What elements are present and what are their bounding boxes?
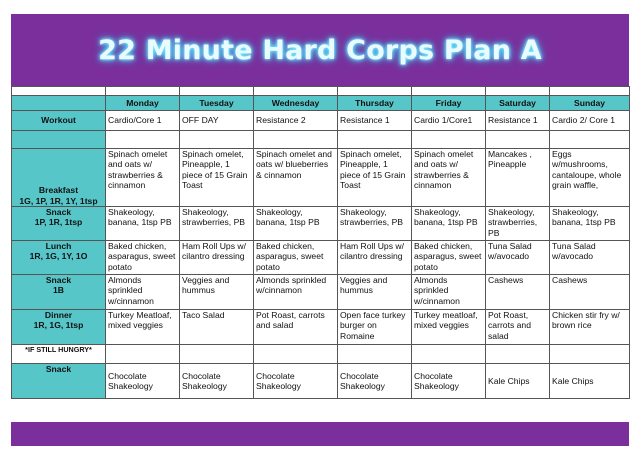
meal-cell-hungry-tuesday (180, 345, 254, 364)
row-label-portions: 1R, 1G, 1Y, 1O (29, 251, 88, 262)
meal-cell-breakfast-sunday: Eggs w/mushrooms, cantaloupe, whole grain waffle, (550, 149, 630, 207)
meal-cell-workout-wednesday: Resistance 2 (254, 111, 338, 131)
meal-cell-hungry-saturday (486, 345, 550, 364)
meal-cell-dinner-friday: Turkey meatloaf, mixed veggies (412, 310, 486, 345)
footer-band (11, 422, 629, 446)
meal-cell-workout-tuesday: OFF DAY (180, 111, 254, 131)
row-label-snack3 (12, 364, 106, 399)
meal-plan-table (11, 86, 630, 399)
meal-cell-dinner-saturday: Pot Roast, carrots and salad (486, 310, 550, 345)
row-label-text: Breakfast (38, 185, 79, 196)
row-label-lunch (12, 241, 106, 275)
meal-cell-blank-thursday (338, 131, 412, 149)
row-label-text: Dinner (44, 310, 73, 320)
meal-cell-dinner-tuesday: Taco Salad (180, 310, 254, 345)
meal-cell-snack1-tuesday: Shakeology, strawberries, PB (180, 207, 254, 241)
day-header-wednesday: Wednesday (254, 96, 338, 111)
spacer-cell (12, 87, 106, 96)
row-label-blank (12, 131, 106, 149)
meal-cell-workout-monday: Cardio/Core 1 (106, 111, 180, 131)
meal-cell-snack3-thursday: Chocolate Shakeology (338, 364, 412, 399)
row-label-text: *IF STILL HUNGRY* (25, 345, 92, 354)
meal-cell-hungry-thursday (338, 345, 412, 364)
row-label-snack1 (12, 207, 106, 241)
meal-cell-snack3-saturday: Kale Chips (486, 364, 550, 399)
row-label-portions: 1B (53, 285, 64, 296)
meal-cell-hungry-sunday (550, 345, 630, 364)
meal-cell-snack2-monday: Almonds sprinkled w/cinnamon (106, 275, 180, 310)
row-snack2 (12, 275, 630, 310)
meal-cell-blank-sunday (550, 131, 630, 149)
corner-header (12, 96, 106, 111)
meal-cell-blank-saturday (486, 131, 550, 149)
meal-cell-workout-sunday: Cardio 2/ Core 1 (550, 111, 630, 131)
spacer-row (12, 87, 630, 96)
meal-cell-breakfast-wednesday: Spinach omelet and oats w/ blueberries & cinnamon (254, 149, 338, 207)
meal-cell-breakfast-monday: Spinach omelet and oats w/ strawberries & cinnamon (106, 149, 180, 207)
spacer-cell (254, 87, 338, 96)
meal-cell-blank-wednesday (254, 131, 338, 149)
meal-cell-workout-saturday: Resistance 1 (486, 111, 550, 131)
row-label-text: Workout (41, 115, 76, 126)
meal-cell-workout-friday: Cardio 1/Core1 (412, 111, 486, 131)
meal-cell-snack2-thursday: Veggies and hummus (338, 275, 412, 310)
row-label-portions: 1G, 1P, 1R, 1Y, 1tsp (19, 195, 98, 206)
row-label-text: Snack (45, 275, 72, 285)
day-header-tuesday: Tuesday (180, 96, 254, 111)
meal-cell-lunch-wednesday: Baked chicken, asparagus, sweet potato (254, 241, 338, 275)
day-header-row (12, 96, 630, 111)
meal-cell-snack2-friday: Almonds sprinkled w/cinnamon (412, 275, 486, 310)
row-label-workout (12, 111, 106, 131)
day-header-sunday: Sunday (550, 96, 630, 111)
spacer-cell (180, 87, 254, 96)
meal-cell-snack1-friday: Shakeology, banana, 1tsp PB (412, 207, 486, 241)
title-banner (11, 14, 629, 86)
row-snack3 (12, 364, 630, 399)
meal-cell-snack3-monday: Chocolate Shakeology (106, 364, 180, 399)
day-header-friday: Friday (412, 96, 486, 111)
meal-cell-breakfast-saturday: Mancakes , Pineapple (486, 149, 550, 207)
meal-cell-snack2-wednesday: Almonds sprinkled w/cinnamon (254, 275, 338, 310)
meal-cell-snack2-saturday: Cashews (486, 275, 550, 310)
row-label-hungry (12, 345, 106, 364)
spacer-cell (412, 87, 486, 96)
meal-cell-dinner-thursday: Open face turkey burger on Romaine (338, 310, 412, 345)
row-label-text: Snack (45, 207, 72, 217)
day-header-monday: Monday (106, 96, 180, 111)
spacer-cell (106, 87, 180, 96)
meal-cell-lunch-sunday: Tuna Salad w/avocado (550, 241, 630, 275)
meal-cell-snack3-friday: Chocolate Shakeology (412, 364, 486, 399)
page-title: 22 Minute Hard Corps Plan A (98, 34, 542, 66)
row-label-text: Snack (45, 364, 72, 374)
meal-cell-blank-monday (106, 131, 180, 149)
row-label-portions: 1R, 1G, 1tsp (33, 320, 84, 331)
row-lunch (12, 241, 630, 275)
row-label-text: Lunch (45, 241, 72, 251)
meal-cell-snack2-tuesday: Veggies and hummus (180, 275, 254, 310)
meal-cell-blank-tuesday (180, 131, 254, 149)
spacer-cell (486, 87, 550, 96)
meal-cell-dinner-wednesday: Pot Roast, carrots and salad (254, 310, 338, 345)
meal-cell-lunch-tuesday: Ham Roll Ups w/ cilantro dressing (180, 241, 254, 275)
spacer-cell (338, 87, 412, 96)
meal-cell-lunch-thursday: Ham Roll Ups w/ cilantro dressing (338, 241, 412, 275)
meal-cell-snack1-monday: Shakeology, banana, 1tsp PB (106, 207, 180, 241)
row-snack1 (12, 207, 630, 241)
meal-cell-hungry-friday (412, 345, 486, 364)
row-label-breakfast (12, 149, 106, 207)
meal-cell-workout-thursday: Resistance 1 (338, 111, 412, 131)
meal-cell-snack3-tuesday: Chocolate Shakeology (180, 364, 254, 399)
meal-cell-snack1-wednesday: Shakeology, banana, 1tsp PB (254, 207, 338, 241)
meal-cell-lunch-friday: Baked chicken, asparagus, sweet potato (412, 241, 486, 275)
meal-cell-snack1-sunday: Shakeology, banana, 1tsp PB (550, 207, 630, 241)
day-header-thursday: Thursday (338, 96, 412, 111)
day-header-saturday: Saturday (486, 96, 550, 111)
meal-cell-snack3-sunday: Kale Chips (550, 364, 630, 399)
meal-cell-snack2-sunday: Cashews (550, 275, 630, 310)
meal-cell-snack1-thursday: Shakeology, strawberries, PB (338, 207, 412, 241)
row-label-portions: 1P, 1R, 1tsp (34, 217, 83, 228)
meal-cell-hungry-wednesday (254, 345, 338, 364)
meal-cell-snack1-saturday: Shakeology, strawberries, PB (486, 207, 550, 241)
meal-cell-dinner-monday: Turkey Meatloaf, mixed veggies (106, 310, 180, 345)
spacer-cell (550, 87, 630, 96)
row-workout (12, 111, 630, 131)
row-blank (12, 131, 630, 149)
meal-cell-lunch-monday: Baked chicken, asparagus, sweet potato (106, 241, 180, 275)
row-label-snack2 (12, 275, 106, 310)
row-breakfast (12, 149, 630, 207)
meal-cell-blank-friday (412, 131, 486, 149)
row-hungry (12, 345, 630, 364)
meal-cell-breakfast-tuesday: Spinach omelet, Pineapple, 1 piece of 15 Grain Toast (180, 149, 254, 207)
row-label-dinner (12, 310, 106, 345)
meal-cell-hungry-monday (106, 345, 180, 364)
meal-cell-breakfast-friday: Spinach omelet and oats w/ strawberries & cinnamon (412, 149, 486, 207)
meal-cell-dinner-sunday: Chicken stir fry w/ brown rice (550, 310, 630, 345)
meal-cell-lunch-saturday: Tuna Salad w/avocado (486, 241, 550, 275)
meal-cell-snack3-wednesday: Chocolate Shakeology (254, 364, 338, 399)
meal-cell-breakfast-thursday: Spinach omelet, Pineapple, 1 piece of 15 Grain Toast (338, 149, 412, 207)
row-dinner (12, 310, 630, 345)
